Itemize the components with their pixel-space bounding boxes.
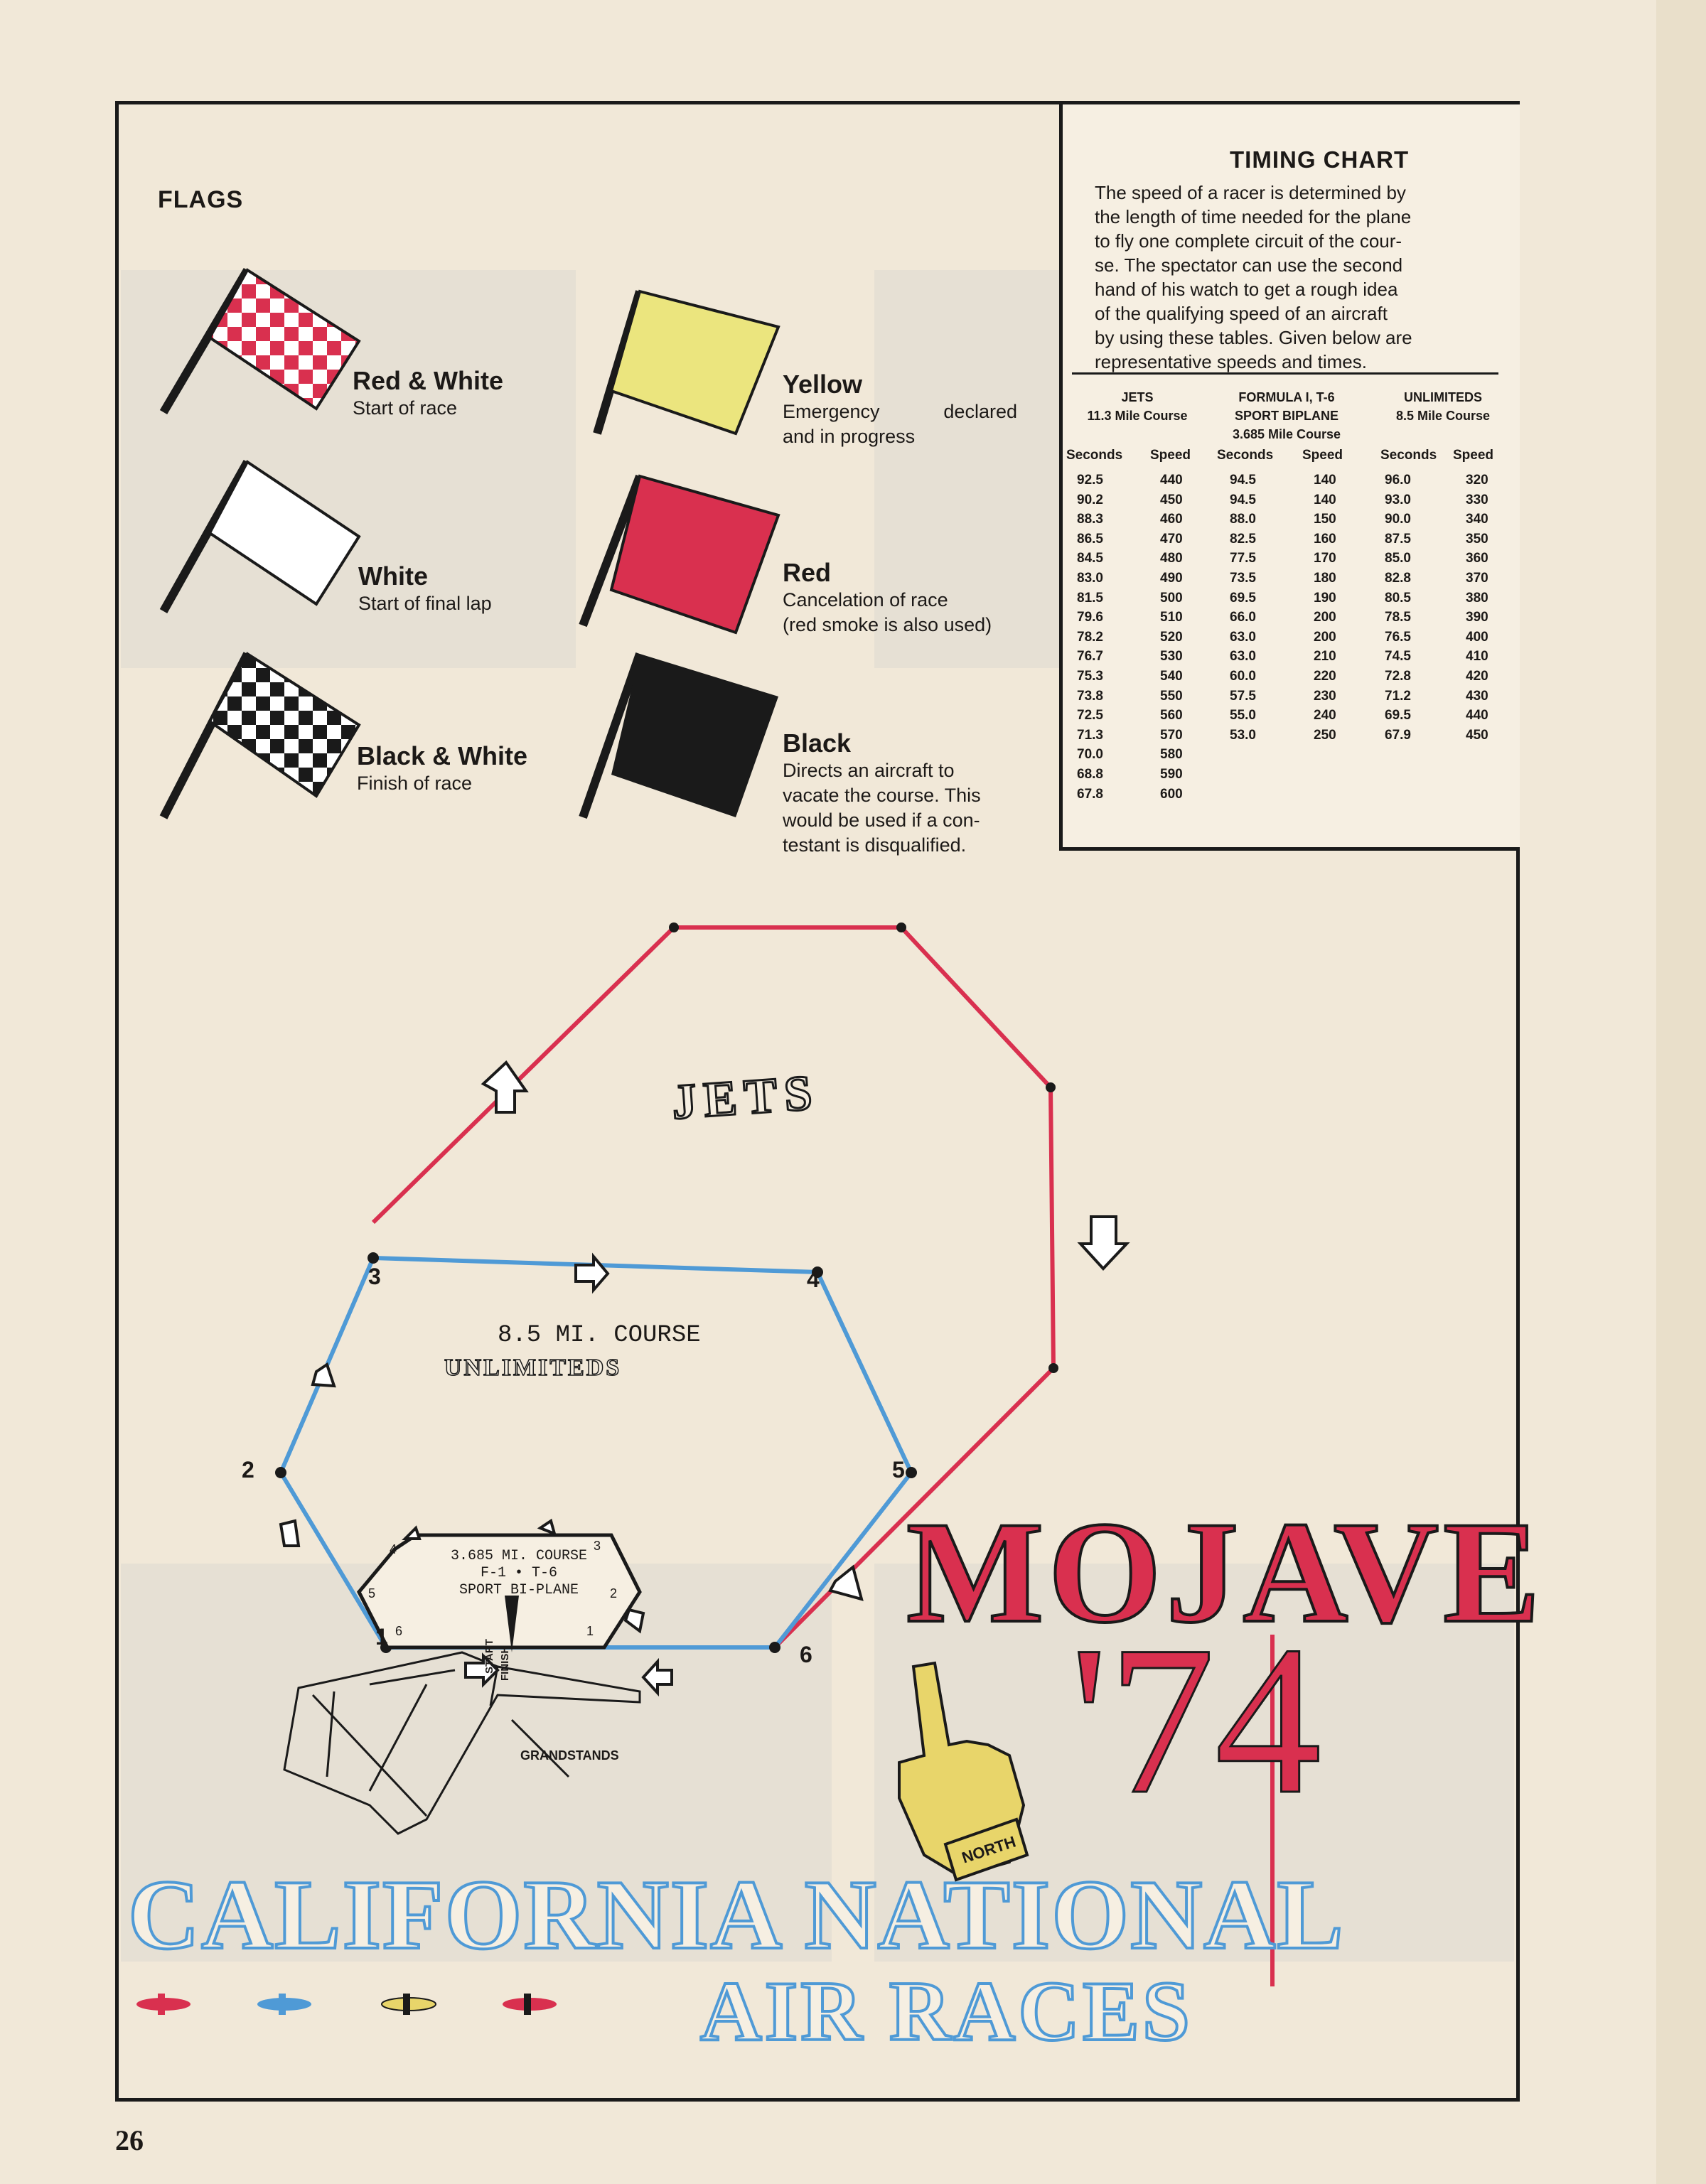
table-cell: 82.8 [1385,570,1411,586]
table-cell: 88.0 [1230,512,1256,527]
table-cell: 160 [1314,531,1336,547]
airplane-icon [136,1994,191,2015]
timing-chart-title: TIMING CHART [1230,146,1410,173]
table-cell: 79.6 [1077,610,1103,625]
table-cell: 94.5 [1230,492,1256,507]
flag-desc: Cancelation of race [783,589,948,610]
table-cell: 86.5 [1077,531,1103,547]
table-cell: 320 [1466,473,1488,488]
unlimited-course-distance: 8.5 MI. COURSE [498,1322,701,1349]
intro-line: The speed of a racer is determined by [1095,182,1406,203]
table-cell: 480 [1160,551,1183,566]
jets-course-label: JETS [670,1065,821,1131]
header-line: UNLIMITEDS [1404,390,1482,404]
table-cell: 69.5 [1385,708,1411,723]
small-pylon-4: 4 [390,1542,397,1556]
table-cell: 96.0 [1385,473,1411,488]
table-cell: 580 [1160,747,1183,763]
pylon-label-6: 6 [800,1642,812,1667]
air-races-heading: AIR RACES [700,1964,1193,2058]
flag-name: Red & White [353,366,503,395]
table-cell: 530 [1160,649,1183,665]
table-cell: 460 [1160,512,1183,527]
table-cell: 76.5 [1385,629,1411,645]
small-course-line: F-1 • T-6 [480,1565,558,1581]
intro-line: se. The spectator can use the second [1095,254,1403,276]
table-cell: 440 [1466,708,1488,723]
pylon-label-1: 1 [375,1624,388,1650]
table-cell: 71.3 [1077,727,1103,743]
start-label: START [483,1639,495,1674]
intro-line: the length of time needed for the plane [1095,206,1412,227]
unlimiteds-course-label: UNLIMITEDS [444,1355,622,1381]
year-title: '74 [1070,1602,1322,1838]
table-cell: 170 [1314,551,1336,566]
table-cell: 57.5 [1230,688,1256,704]
table-cell: 72.8 [1385,668,1411,684]
table-cell: 410 [1466,649,1488,665]
header-line: 8.5 Mile Course [1395,409,1491,423]
table-cell: 570 [1160,727,1183,743]
flag-desc: testant is disqualified. [783,834,967,856]
small-pylon-5: 5 [368,1586,376,1601]
table-cell: 230 [1314,688,1336,704]
table-cell: 190 [1314,590,1336,606]
intro-line: representative speeds and times. [1095,351,1367,372]
table-cell: 550 [1160,688,1183,704]
finish-label: FINISH [499,1645,511,1681]
table-cell: 370 [1466,570,1488,586]
table-cell: 470 [1160,531,1183,547]
table-cell: 67.9 [1385,727,1411,743]
flag-name: Red [783,558,832,587]
flag-desc: Start of final lap [358,593,492,614]
table-cell: 540 [1160,668,1183,684]
table-cell: 66.0 [1230,610,1256,625]
flags-title: FLAGS [158,186,244,213]
table-cell: 560 [1160,708,1183,723]
flag-name: Black [783,728,852,758]
unlimiteds-speed-head: Speed [1453,448,1494,463]
table-cell: 63.0 [1230,629,1256,645]
table-cell: 73.5 [1230,570,1256,586]
small-pylon-3: 3 [594,1539,601,1553]
table-cell: 500 [1160,590,1183,606]
header-line: 11.3 Mile Course [1087,409,1188,423]
table-cell: 140 [1314,492,1336,507]
header-line: FORMULA I, T-6 [1238,390,1335,404]
table-cell: 400 [1466,629,1488,645]
intro-line: by using these tables. Given below are [1095,327,1412,348]
table-cell: 600 [1160,786,1183,802]
header-line: SPORT BIPLANE [1234,409,1338,423]
airfield-sketch-icon [284,1652,640,1834]
table-cell: 450 [1160,492,1183,507]
intro-line: of the qualifying speed of an aircraft [1095,303,1388,324]
table-cell: 140 [1314,473,1336,488]
flag-desc: vacate the course. This [783,785,981,806]
table-cell: 60.0 [1230,668,1256,684]
table-cell: 180 [1314,570,1336,586]
pylon-label-4: 4 [807,1266,820,1292]
small-pylon-2: 2 [610,1586,618,1601]
flag-desc: Finish of race [357,773,473,794]
airplane-icon [382,1994,436,2015]
table-cell: 71.2 [1385,688,1411,704]
flag-desc: Directs an aircraft to [783,760,955,781]
table-cell: 510 [1160,610,1183,625]
table-cell: 83.0 [1077,570,1103,586]
small-pylon-1: 1 [586,1624,594,1638]
table-cell: 340 [1466,512,1488,527]
intro-line: to fly one complete circuit of the cour- [1095,230,1402,252]
small-course-line: 3.685 MI. COURSE [450,1548,588,1564]
table-cell: 75.3 [1077,668,1103,684]
table-cell: 250 [1314,727,1336,743]
table-cell: 150 [1314,512,1336,527]
table-cell: 360 [1466,551,1488,566]
table-cell: 68.8 [1077,766,1103,782]
table-cell: 520 [1160,629,1183,645]
table-cell: 90.0 [1385,512,1411,527]
table-cell: 74.5 [1385,649,1411,665]
flag-desc: and in progress [783,426,916,447]
table-cell: 330 [1466,492,1488,507]
formula-speed-head: Speed [1302,448,1343,463]
table-cell: 53.0 [1230,727,1256,743]
small-course-label [426,1548,611,1599]
table-cell: 240 [1314,708,1336,723]
small-course-line: SPORT BI-PLANE [458,1582,579,1598]
table-cell: 200 [1314,629,1336,645]
table-cell: 590 [1160,766,1183,782]
table-cell: 78.2 [1077,629,1103,645]
table-cell: 420 [1466,668,1488,684]
flag-desc: would be used if a con- [783,809,980,831]
mojave-title: MOJAVE [906,1492,1545,1653]
table-cell: 380 [1466,590,1488,606]
intro-line: hand of his watch to get a rough idea [1095,279,1398,300]
airplane-icon [257,1994,311,2015]
flag-name: Yellow [783,370,863,399]
table-cell: 220 [1314,668,1336,684]
airplane-icons [136,1994,557,2015]
table-cell: 72.5 [1077,708,1103,723]
table-cell: 350 [1466,531,1488,547]
table-cell: 82.5 [1230,531,1256,547]
table-cell: 440 [1160,473,1183,488]
california-national-heading: CALIFORNIA NATIONAL [128,1860,1345,1970]
flag-name: White [358,561,428,591]
formula-seconds-head: Seconds [1217,448,1274,463]
table-cell: 84.5 [1077,551,1103,566]
table-cell: 390 [1466,610,1488,625]
table-cell: 92.5 [1077,473,1103,488]
header-line: 3.685 Mile Course [1232,427,1341,441]
header-line: JETS [1121,390,1154,404]
table-cell: 55.0 [1230,708,1256,723]
jets-seconds-head: Seconds [1066,448,1123,463]
table-cell: 450 [1466,727,1488,743]
table-cell: 76.7 [1077,649,1103,665]
table-cell: 70.0 [1077,747,1103,763]
unlimiteds-seconds-head: Seconds [1380,448,1437,463]
page-number: 26 [115,2124,144,2156]
grandstands-label: GRANDSTANDS [520,1748,619,1763]
table-cell: 81.5 [1077,590,1103,606]
table-cell: 200 [1314,610,1336,625]
pylon-label-3: 3 [368,1264,381,1289]
table-cell: 88.3 [1077,512,1103,527]
table-cell: 90.2 [1077,492,1103,507]
flag-desc: Emergency declared [783,401,1017,422]
table-cell: 67.8 [1077,786,1103,802]
table-cell: 210 [1314,649,1336,665]
flag-desc: (red smoke is also used) [783,614,992,635]
table-cell: 80.5 [1385,590,1411,606]
pylon-label-5: 5 [892,1457,905,1483]
airplane-icon [503,1994,557,2015]
table-cell: 490 [1160,570,1183,586]
table-cell: 77.5 [1230,551,1256,566]
flag-desc: Start of race [353,397,458,419]
table-cell: 63.0 [1230,649,1256,665]
small-pylon-6: 6 [395,1624,403,1638]
table-cell: 93.0 [1385,492,1411,507]
table-cell: 94.5 [1230,473,1256,488]
table-cell: 430 [1466,688,1488,704]
table-cell: 69.5 [1230,590,1256,606]
flag-name: Black & White [357,741,528,770]
table-cell: 85.0 [1385,551,1411,566]
pylon-label-2: 2 [242,1457,254,1483]
north-label: NORTH [959,1832,1019,1867]
table-cell: 73.8 [1077,688,1103,704]
table-cell: 78.5 [1385,610,1411,625]
jets-speed-head: Speed [1150,448,1191,463]
table-cell: 87.5 [1385,531,1411,547]
